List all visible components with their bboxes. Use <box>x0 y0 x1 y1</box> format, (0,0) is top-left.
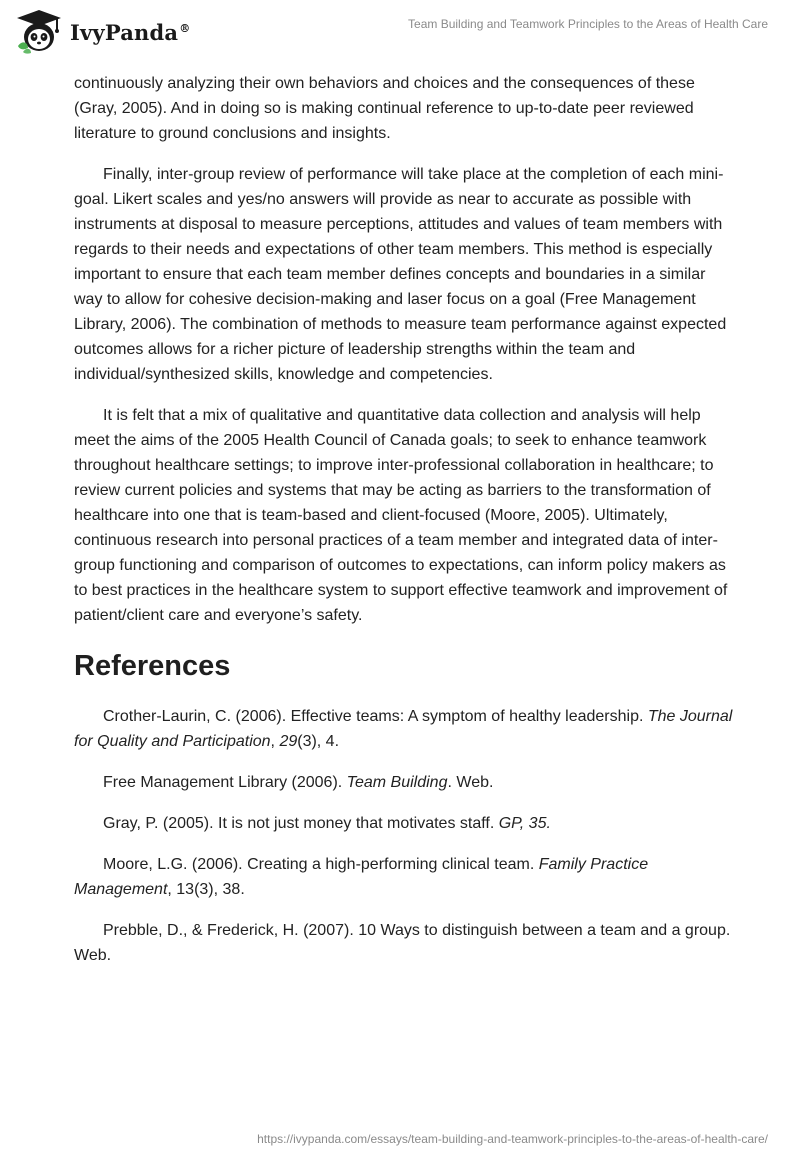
page-header <box>0 0 800 60</box>
panda-graduate-icon <box>14 8 64 54</box>
reference-item: Crother-Laurin, C. (2006). Effective teams: A symptom of healthy leadership. The Journal for Quality and Participation, 29(3), 4. <box>74 708 733 750</box>
essay-content <box>74 71 734 984</box>
paragraph-inter-group-review: Finally, inter-group review of performance will take place at the completion of each mini-goal. Likert scales and yes/no answers will provide as near to accurate as possible with instruments at disposal to measure perceptions, attitudes and values of team members with regards to their needs and expectations of other team members. This method is especially important to ensure that each team member defines concepts and boundaries in a similar way to allow for cohesive decision-making and laser focus on a goal (Free Management Library, 2006). The combination of methods to measure team performance against expected outcomes allows for a richer picture of leadership strengths within the team and individual/synthesized skills, knowledge and competencies. <box>74 166 727 383</box>
paragraph-continuation: continuously analyzing their own behaviors and choices and the consequences of these (Gray, 2005). And in doing so is making continual reference to up-to-date peer reviewed literature to ground conclusions and insights. <box>74 75 695 142</box>
source-url-link[interactable]: https://ivypanda.com/essays/team-building-and-teamwork-principles-to-the-areas-of-health-care/ <box>257 1132 768 1146</box>
paragraph-data-collection: It is felt that a mix of qualitative and quantitative data collection and analysis will help meet the aims of the 2005 Health Council of Canada goals; to seek to enhance teamwork throughout healthcare settings; to improve inter-professional collaboration in healthcare; to review current policies and systems that may be acting as barriers to the transformation of healthcare into one that is team-based and client-focused (Moore, 2005). Ultimately, continuous research into personal practices of a team member and integrated data of inter-group functioning and comparison of outcomes to expectations, can inform policy makers as to best practices in the healthcare system to support effective teamwork and improvement of patient/client care and everyone’s safety. <box>74 407 728 624</box>
brand-name: IvyPanda® <box>70 19 191 45</box>
reference-item: Prebble, D., & Frederick, H. (2007). 10 Ways to distinguish between a team and a group. Web. <box>74 922 731 964</box>
document-title: Team Building and Teamwork Principles to the Areas of Health Care <box>408 17 768 31</box>
registered-mark: ® <box>179 21 191 35</box>
reference-item: Gray, P. (2005). It is not just money that motivates staff. GP, 35. <box>103 815 551 832</box>
reference-item: Moore, L.G. (2006). Creating a high-performing clinical team. Family Practice Management, 13(3), 38. <box>74 856 649 898</box>
references-heading: References <box>74 650 231 682</box>
ivypanda-logo[interactable] <box>14 8 190 54</box>
reference-item: Free Management Library (2006). Team Building. Web. <box>103 774 494 791</box>
